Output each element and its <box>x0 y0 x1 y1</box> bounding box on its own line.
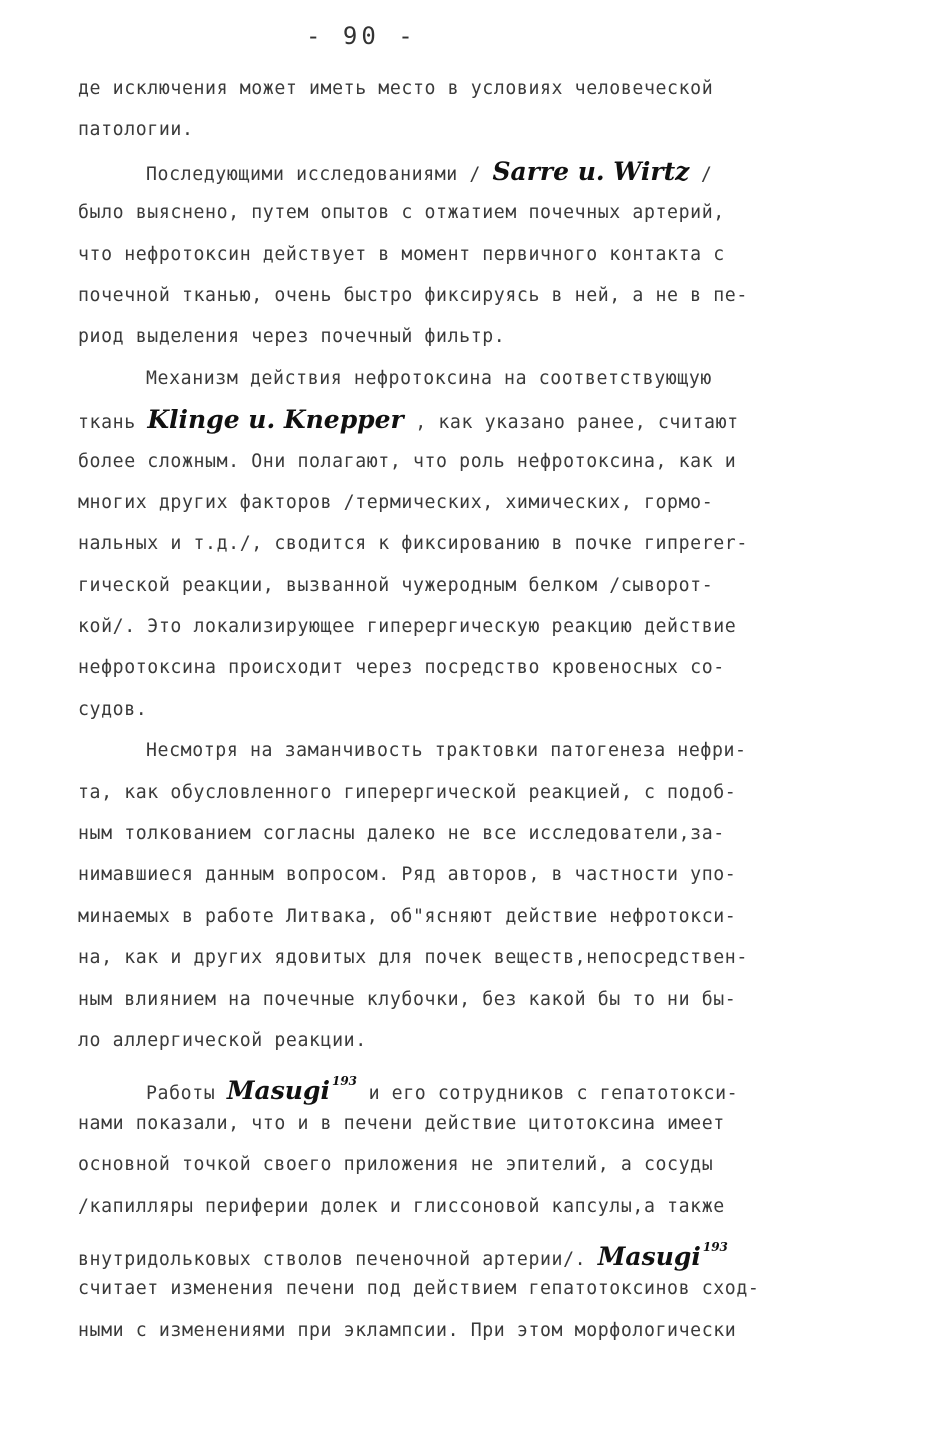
paragraph <box>78 1061 868 1351</box>
text-line <box>78 151 868 192</box>
paragraph <box>78 151 868 358</box>
text-line: многих других факторов /термических, химических, гормо- <box>78 491 714 513</box>
text-line: ными с изменениями при эклампсии. При этом морфологически <box>78 1319 737 1341</box>
handwritten-author-name: Sarre u. Wirtz <box>492 156 690 186</box>
text-line: ным толкованием согласны далеко не все исследователи,за- <box>78 823 725 845</box>
paragraph <box>78 730 868 1061</box>
text-line: нами показали, что и в печени действие цитотоксина имеет <box>78 1112 725 1134</box>
text-line: Несмотря на заманчивость трактовки патогенеза нефри- <box>146 740 747 762</box>
text-line: на, как и других ядовитых для почек веществ,непосредствен- <box>78 947 748 969</box>
text-segment: ткань <box>78 412 148 434</box>
text-line: было выяснено, путем опытов с отжатием почечных артерий, <box>78 202 725 224</box>
text-line: почечной тканью, очень быстро фиксируясь в ней, а не в пе- <box>78 284 748 306</box>
text-line: та, как обусловленного гиперергической реакцией, с подоб- <box>78 781 737 803</box>
text-line: риод выделения через почечный фильтр. <box>78 326 506 348</box>
text-segment: , как указано ранее, считают <box>403 412 739 434</box>
paragraph <box>78 68 868 151</box>
text-line: /капилляры периферии долек и глиссоновой капсулы,а также <box>78 1195 725 1217</box>
text-line: ло аллергической реакции. <box>78 1029 367 1051</box>
text-line: судов. <box>78 698 148 720</box>
text-line: нимавшиеся данным вопросом. Ряд авторов, в частности упо- <box>78 864 737 886</box>
handwritten-author-name: Masugi $^{193}$ <box>226 1074 358 1106</box>
text-line: гической реакции, вызванной чужеродным белком /сыворот- <box>78 574 714 596</box>
text-segment: / <box>689 163 713 185</box>
text-line <box>78 399 868 440</box>
text-segment: внутридольковых стволов печеночной артерии/. <box>78 1248 598 1270</box>
text-line: нефротоксина происходит через посредство кровеносных со- <box>78 657 725 679</box>
text-segment: и его сотрудников с гепатотокси- <box>357 1083 739 1105</box>
text-line: минаемых в работе Литвака, об"ясняют действие нефротокси- <box>78 905 737 927</box>
text-line <box>78 1227 868 1271</box>
text-line: более сложным. Они полагают, что роль нефротоксина, как и <box>78 450 737 472</box>
text-line: патологии. <box>78 119 194 141</box>
text-line: Механизм действия нефротоксина на соответствующую <box>146 367 712 389</box>
handwritten-author-name: Masugi $^{193}$ <box>597 1239 728 1271</box>
text-segment: Работы <box>146 1083 227 1105</box>
text-line: кой/. Это локализирующее гиперергическую реакцию действие <box>78 616 737 638</box>
reference-number: 193 <box>331 1074 358 1089</box>
text-line: де исключения может иметь место в условиях человеческой <box>78 78 714 99</box>
body-text <box>78 68 868 1351</box>
page-number: - 90 - <box>306 22 417 50</box>
text-line: нальных и т.д./, сводится к фиксированию в почке гипperer- <box>78 533 748 555</box>
reference-number: 193 <box>702 1239 728 1254</box>
text-line: что нефротоксин действует в момент первичного контакта с <box>78 243 725 265</box>
text-line: считает изменения печени под действием гепатотоксинов сход- <box>78 1278 760 1300</box>
text-line: основной точкой своего приложения не эпителий, а сосуды <box>78 1154 714 1176</box>
paragraph <box>78 358 868 731</box>
handwritten-author-name: Klinge u. Knepper <box>147 405 404 435</box>
text-line: ным влиянием на почечные клубочки, без какой бы то ни бы- <box>78 988 737 1010</box>
text-line <box>78 1061 868 1106</box>
text-segment: Последующими исследованиями / <box>146 163 493 185</box>
